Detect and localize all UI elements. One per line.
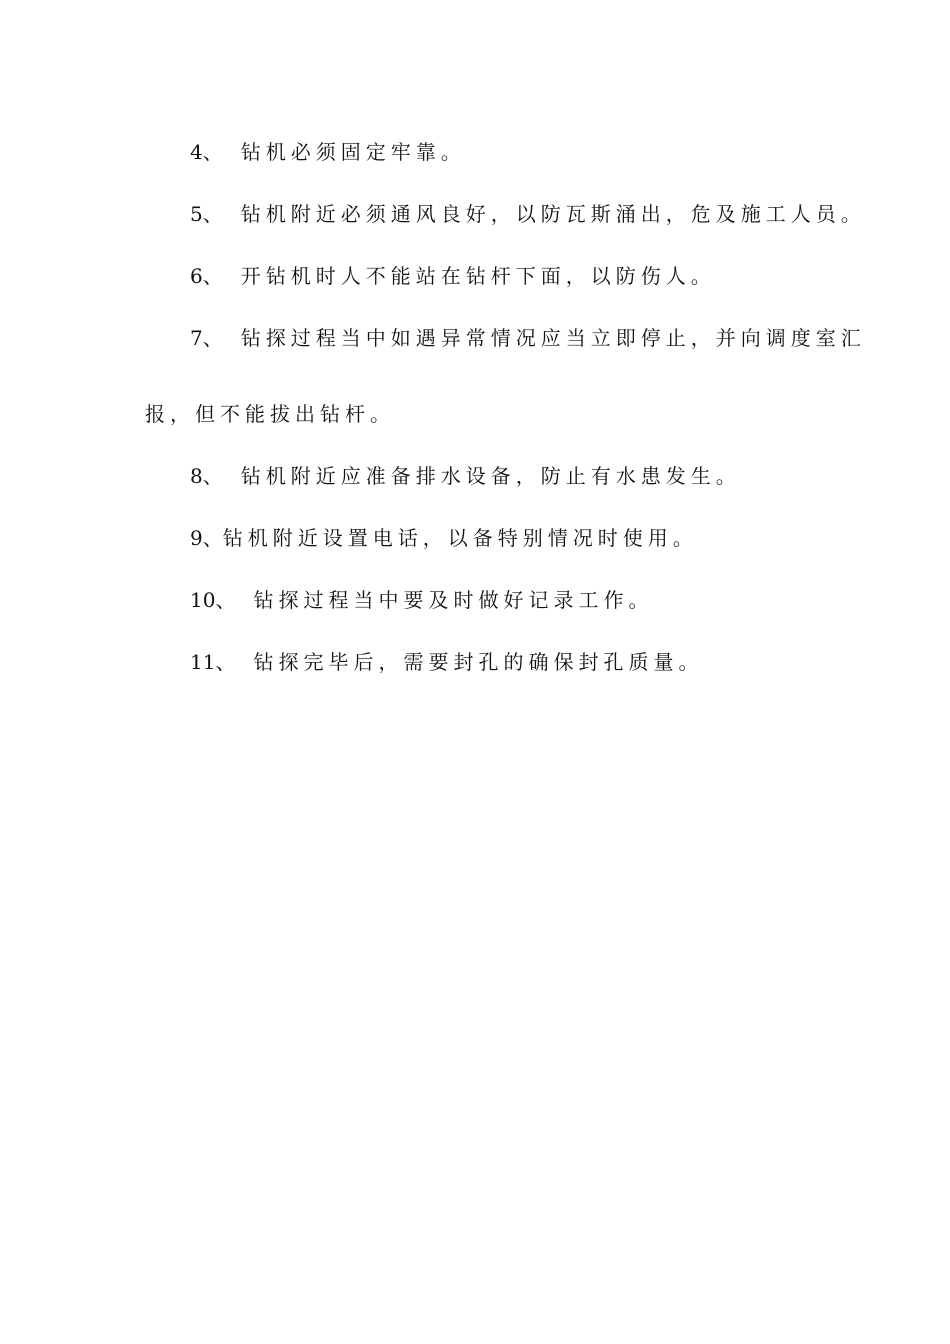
item-separator: 、 [202,264,223,288]
list-item-11 [190,649,703,675]
item-text: 钻探过程当中如遇异常情况应当立即停止，并向调度室汇 [240,326,866,350]
item-text: 钻机附近必须通风良好，以防瓦斯涌出，危及施工人员。 [240,202,866,226]
item-number: 9 [190,526,203,550]
list-item-6 [190,263,716,289]
item-number: 10 [190,588,216,612]
item-separator: 、 [215,588,236,612]
item-separator: 、 [202,526,223,550]
item-separator: 、 [202,202,223,226]
item-number: 4 [190,140,203,164]
list-item-10 [190,587,653,613]
item-separator: 、 [202,140,223,164]
item-number: 11 [190,650,216,674]
item-text: 钻机附近设置电话，以备特别情况时使用。 [222,526,698,550]
list-item-8 [190,463,741,489]
list-item-5 [190,201,866,227]
item-number: 8 [190,464,203,488]
list-item-4 [190,139,466,165]
item-separator: 、 [215,650,236,674]
item-text-continuation: 报，但不能拔出钻杆。 [145,402,395,426]
item-text: 钻探过程当中要及时做好记录工作。 [253,588,654,612]
item-text: 开钻机时人不能站在钻杆下面，以防伤人。 [240,264,716,288]
item-separator: 、 [202,464,223,488]
item-separator: 、 [202,326,223,350]
list-item-7-continuation [145,401,395,427]
item-text: 钻探完毕后，需要封孔的确保封孔质量。 [253,650,704,674]
item-number: 7 [190,326,203,350]
item-number: 5 [190,202,203,226]
list-item-7 [190,325,866,351]
item-text: 钻机附近应准备排水设备，防止有水患发生。 [240,464,741,488]
list-item-9 [190,525,698,551]
item-number: 6 [190,264,203,288]
item-text: 钻机必须固定牢靠。 [240,140,466,164]
